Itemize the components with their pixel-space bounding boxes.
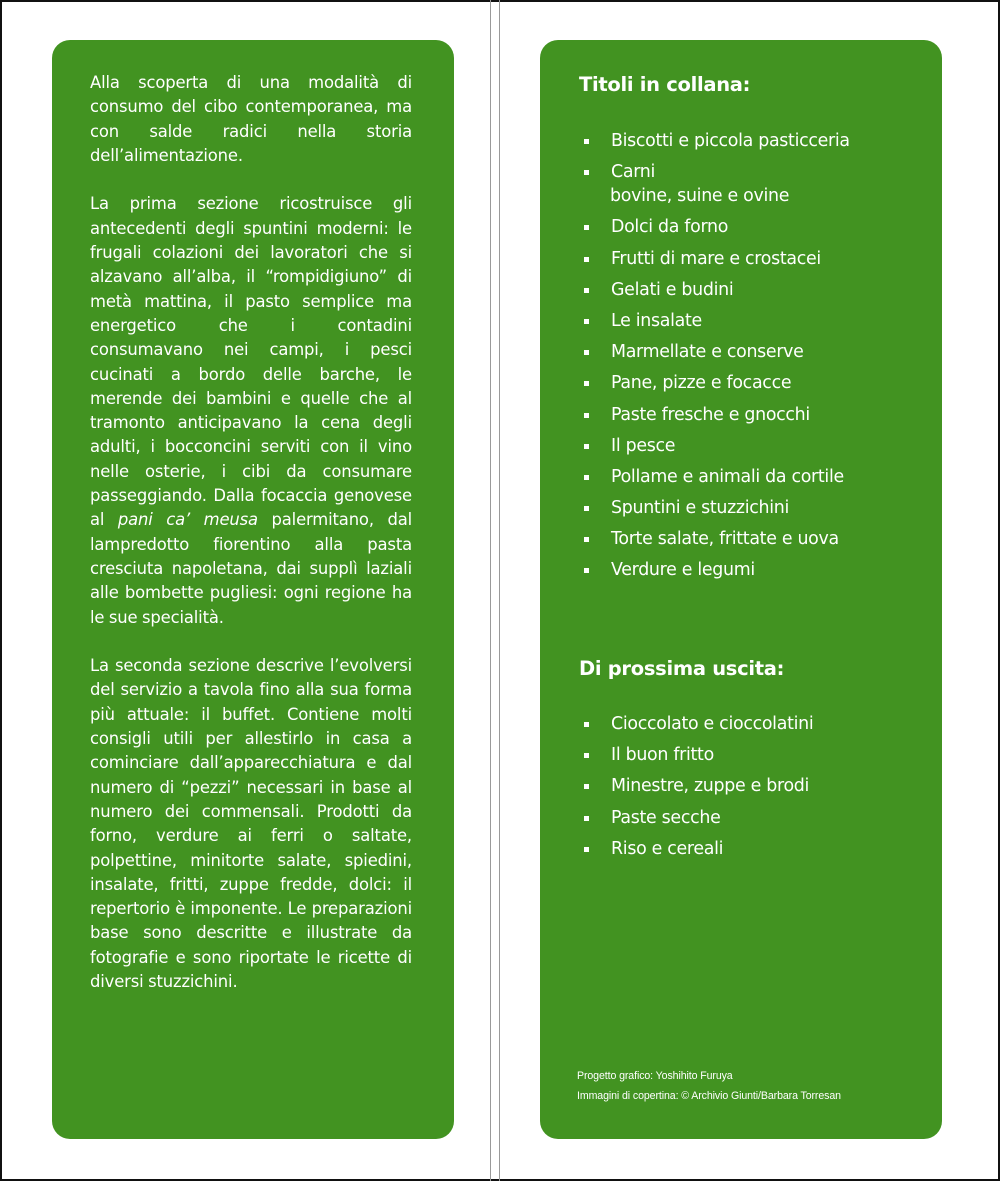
list-item — [579, 403, 929, 427]
list-item — [579, 129, 929, 153]
list-item — [579, 371, 929, 395]
square-bullet-icon — [584, 170, 589, 175]
series-list — [579, 129, 929, 590]
list-item-label: Le insalate — [611, 310, 702, 331]
paragraph — [90, 192, 412, 629]
credit-design: Progetto grafico: Yoshihito Furuya — [577, 1070, 733, 1082]
list-item — [579, 806, 929, 830]
list-item-label: Cioccolato e cioccolatini — [611, 714, 814, 734]
list-item — [579, 465, 929, 489]
square-bullet-icon — [584, 722, 589, 727]
list-item — [579, 160, 929, 208]
list-item-label: Il pesce — [611, 435, 676, 456]
list-item-label: Dolci da forno — [611, 217, 729, 238]
list-item-label: Marmellate e conserve — [611, 342, 804, 363]
list-item-label: Pane, pizze e focacce — [611, 373, 792, 394]
upcoming-title: Di prossima uscita: — [579, 657, 785, 680]
list-item — [579, 278, 929, 302]
square-bullet-icon — [584, 225, 589, 230]
upcoming-list — [579, 712, 929, 868]
credits — [577, 1066, 841, 1106]
list-item — [579, 527, 929, 551]
list-item — [579, 215, 929, 239]
series-title: Titoli in collana: — [579, 73, 751, 96]
square-bullet-icon — [584, 350, 589, 355]
list-item — [579, 774, 929, 798]
list-item-label: Il buon fritto — [611, 745, 714, 766]
square-bullet-icon — [584, 847, 589, 852]
square-bullet-icon — [584, 506, 589, 511]
paragraph-text: La seconda sezione descrive l’evolversi del servizio a tavola fino alla sua forma più attuale: il buffet. Contiene molti consigli utili per allestirlo in casa a cominciare dall’apparecchiatura e dal numero di “pezzi” necessari in base al numero dei commensali. Prodotti da forno, verdure ai ferri o saltate, polpettine, minitorte salate, spiedini, insalate, fritti, zuppe fredde, dolci: il repertorio è imponente. Le preparazioni base sono descritte e illustrate da fotografie e sono riportate le ricette di diversi stuzzichini. — [90, 656, 412, 991]
fold-line-left — [490, 0, 491, 1181]
list-item — [579, 309, 929, 333]
list-item-label: Paste fresche e gnocchi — [611, 404, 810, 425]
list-item-label: Paste secche — [611, 807, 721, 828]
square-bullet-icon — [584, 257, 589, 262]
list-item-subtitle: bovine, suine e ovine — [610, 186, 790, 207]
square-bullet-icon — [584, 753, 589, 758]
list-item — [579, 434, 929, 458]
italic-phrase: pani ca’ meusa — [117, 510, 258, 530]
square-bullet-icon — [584, 319, 589, 324]
list-item-label: Biscotti e piccola pasticceria — [611, 131, 850, 151]
list-item-label: Carni — [611, 162, 655, 183]
paragraph — [90, 654, 412, 994]
paragraph-text: palermitano, dal lampredotto fiorentino alla pasta cresciuta napoletana, dai supplì laziali alle bombette pugliesi: ogni regione ha le sue specialità. — [90, 510, 413, 627]
paragraph-text: La prima sezione ricostruisce gli antecedenti degli spuntini moderni: le frugali colazioni dei lavoratori che si alzavano all’alba, il “rompidigiuno” di metà mattina, il pasto semplice ma energetico che i contadini consumavano nei campi, i pesci cucinati a bordo delle barche, le merende dei bambini e quelle che al tramonto anticipavano la cena degli adulti, i bocconcini serviti con il vino nelle osterie, i cibi da consumare passeggiando. Dalla focaccia genovese al — [90, 194, 412, 530]
list-item — [579, 340, 929, 364]
list-item-label: Verdure e legumi — [611, 560, 755, 581]
list-item-label: Riso e cereali — [611, 838, 724, 859]
square-bullet-icon — [584, 568, 589, 573]
description-text — [90, 71, 412, 1019]
list-item-label: Gelati e budini — [611, 279, 734, 300]
list-item — [579, 837, 929, 861]
list-item — [579, 712, 929, 736]
list-item-label: Frutti di mare e crostacei — [611, 248, 821, 269]
credit-images: Immagini di copertina: © Archivio Giunti/Barbara Torresan — [577, 1090, 841, 1102]
square-bullet-icon — [584, 816, 589, 821]
list-item-label: Torte salate, frittate e uova — [611, 529, 839, 550]
list-item — [579, 558, 929, 582]
description-panel — [52, 40, 454, 1139]
square-bullet-icon — [584, 413, 589, 418]
paragraph — [90, 71, 412, 168]
paragraph-text: Alla scoperta di una modalità di consumo del cibo contemporanea, ma con salde radici nella storia dell’alimentazione. — [90, 73, 412, 165]
square-bullet-icon — [584, 475, 589, 480]
square-bullet-icon — [584, 784, 589, 789]
list-item — [579, 247, 929, 271]
square-bullet-icon — [584, 381, 589, 386]
series-panel — [540, 40, 942, 1139]
list-item — [579, 496, 929, 520]
list-item-label: Minestre, zuppe e brodi — [611, 776, 810, 797]
square-bullet-icon — [584, 139, 589, 144]
list-item — [579, 743, 929, 767]
square-bullet-icon — [584, 444, 589, 449]
list-item-label: Spuntini e stuzzichini — [611, 498, 790, 519]
square-bullet-icon — [584, 537, 589, 542]
fold-line-right — [499, 0, 500, 1181]
list-item-label: Pollame e animali da cortile — [611, 466, 844, 487]
square-bullet-icon — [584, 288, 589, 293]
